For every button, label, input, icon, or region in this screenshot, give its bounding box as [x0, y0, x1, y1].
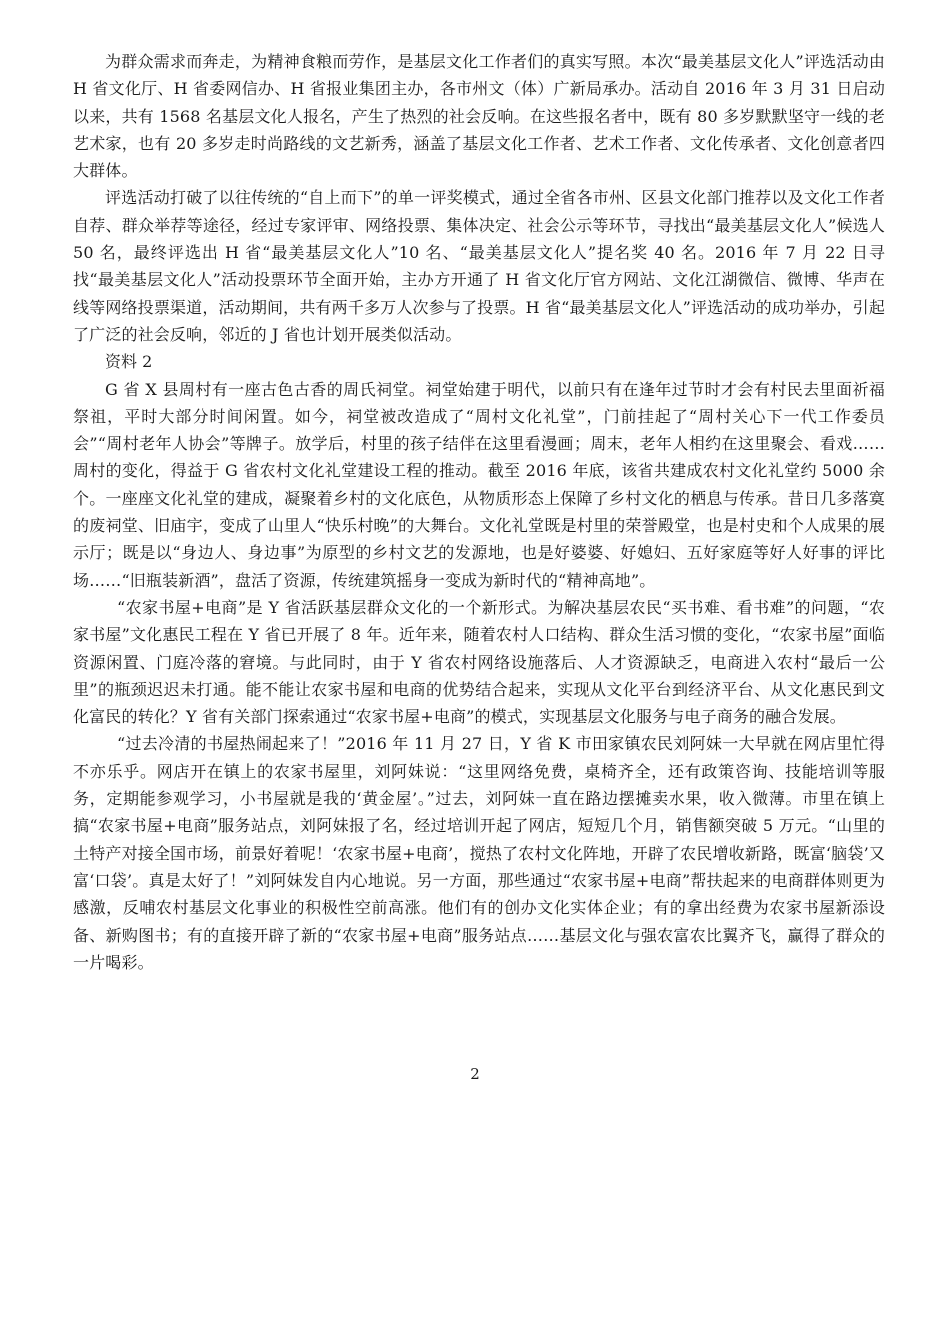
document-body: [73, 48, 885, 976]
paragraph-evaluation-activity: 为群众需求而奔走，为精神食粮而劳作，是基层文化工作者们的真实写照。本次“最美基层文化人”评选活动由 H 省文化厅、H 省委网信办、H 省报业集团主办，各市州文（体）广新局承办。活动自 2016 年 3 月 31 日启动以来，共有 1568 名基层文化人报名，产生了热烈的社会反响。在这些报名者中，既有 80 多岁默默坚守一线的老艺术家，也有 20 多岁走时尚路线的文艺新秀，涵盖了基层文化工作者、艺术工作者、文化传承者、文化创意者四大群体。: [73, 52, 885, 181]
paragraph-liu-amei-story: “过去冷清的书屋热闹起来了！”2016 年 11 月 27 日，Y 省 K 市田家镇农民刘阿妹一大早就在网店里忙得不亦乐乎。网店开在镇上的农家书屋里，刘阿妹说：“这里网络免费，桌椅齐全，还有政策咨询、技能培训等服务，定期能参观学习，小书屋就是我的‘黄金屋’。”过去，刘阿妹一直在路边摆摊卖水果，收入微薄。市里在镇上搞“农家书屋+电商”服务站点，刘阿妹报了名，经过培训开起了网店，短短几个月，销售额突破 5 万元。“山里的土特产对接全国市场，前景好着呢！‘农家书屋+电商’，搅热了农村文化阵地，开辟了农民增收新路，既富‘脑袋’又富‘口袋’。真是太好了！”刘阿妹发自内心地说。另一方面，那些通过“农家书屋+电商”帮扶起来的电商群体则更为感激，反哺农村基层文化事业的积极性空前高涨。他们有的创办文化实体企业；有的拿出经费为农家书屋新添设备、新购图书；有的直接开辟了新的“农家书屋+电商”服务站点……基层文化与强农富农比翼齐飞，赢得了群众的一片喝彩。: [73, 734, 885, 972]
section-heading-material-2: 资料 2: [105, 352, 153, 372]
paragraph-evaluation-process: 评选活动打破了以往传统的“自上而下”的单一评奖模式，通过全省各市州、区县文化部门推荐以及文化工作者自荐、群众举荐等途径，经过专家评审、网络投票、集体决定、社会公示等环节，寻找出“最美基层文化人”候选人 50 名，最终评选出 H 省“最美基层文化人”10 名、“最美基层文化人”提名奖 40 名。2016 年 7 月 22 日寻找“最美基层文化人”活动投票环节全面开始，主办方开通了 H 省文化厅官方网站、文化江湖微信、微博、华声在线等网络投票渠道，活动期间，共有两千多万人次参与了投票。H 省“最美基层文化人”评选活动的成功举办，引起了广泛的社会反响，邻近的 J 省也计划开展类似活动。: [73, 188, 885, 344]
page-number: 2: [470, 1065, 480, 1083]
paragraph-bookhouse-ecommerce: “农家书屋+电商”是 Y 省活跃基层群众文化的一个新形式。为解决基层农民“买书难、看书难”的问题，“农家书屋”文化惠民工程在 Y 省已开展了 8 年。近年来，随着农村人口结构、群众生活习惯的变化，“农家书屋”面临资源闲置、门庭冷落的窘境。与此同时，由于 Y 省农村网络设施落后、人才资源缺乏，电商进入农村“最后一公里”的瓶颈迟迟未打通。能不能让农家书屋和电商的优势结合起来，实现从文化平台到经济平台、从文化惠民到文化富民的转化？Y 省有关部门探索通过“农家书屋+电商”的模式，实现基层文化服务与电子商务的融合发展。: [73, 597, 885, 727]
paragraph-cultural-hall: G 省 X 县周村有一座古色古香的周氏祠堂。祠堂始建于明代，以前只有在逢年过节时才会有村民去里面祈福祭祖，平时大部分时间闲置。如今，祠堂被改造成了“周村文化礼堂”，门前挂起了“周村关心下一代工作委员会”“周村老年人协会”等牌子。放学后，村里的孩子结伴在这里看漫画；周末，老年人相约在这里聚会、看戏……周村的变化，得益于 G 省农村文化礼堂建设工程的推动。截至 2016 年底，该省共建成农村文化礼堂约 5000 余个。一座座文化礼堂的建成，凝聚着乡村的文化底色，从物质形态上保障了乡村文化的栖息与传承。昔日几多落寞的废祠堂、旧庙宇，变成了山里人“快乐村晚”的大舞台。文化礼堂既是村里的荣誉殿堂，也是村史和个人成果的展示厅；既是以“身边人、身边事”为原型的乡村文艺的发源地，也是好婆婆、好媳妇、五好家庭等好人好事的评比场……“旧瓶装新酒”，盘活了资源，传统建筑摇身一变成为新时代的“精神高地”。: [73, 379, 885, 590]
